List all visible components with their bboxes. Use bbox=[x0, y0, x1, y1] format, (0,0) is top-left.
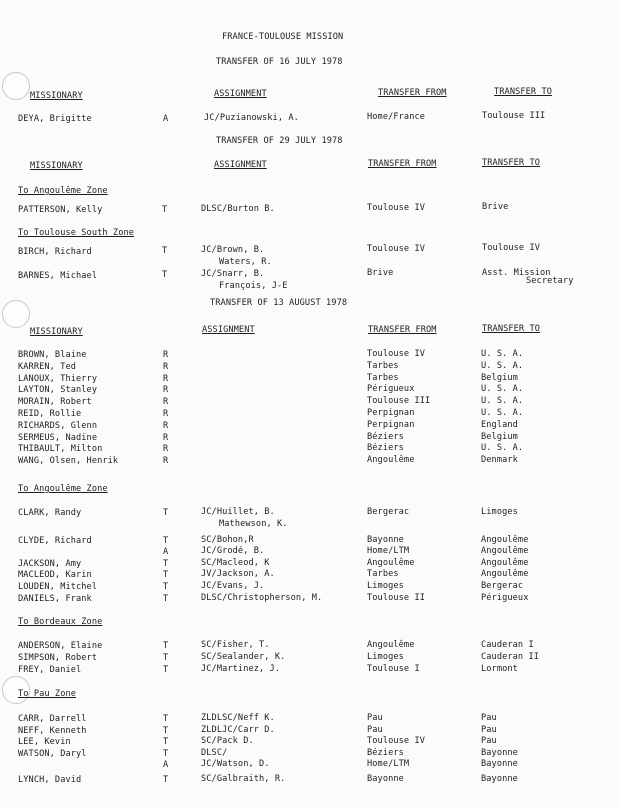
row-transfer-from: Limoges bbox=[367, 581, 404, 591]
row-name: JACKSON, Amy bbox=[18, 558, 82, 569]
row-assignment-2: Mathewson, K. bbox=[219, 519, 288, 529]
row-transfer-from: Toulouse IV bbox=[367, 244, 426, 254]
row-name: LEE, Kevin bbox=[18, 737, 71, 748]
row-name: LAYTON, Stanley bbox=[18, 385, 98, 396]
row-transfer-to: Asst. Mission bbox=[482, 268, 551, 278]
row-assignment: JC/Martinez, J. bbox=[201, 663, 281, 674]
row-code: A bbox=[163, 760, 169, 771]
row-name: MACLEOD, Karin bbox=[18, 570, 92, 581]
column-header-transfer-from: TRANSFER FROM bbox=[368, 159, 437, 169]
row-transfer-to: Belgium bbox=[481, 431, 518, 442]
row-transfer-from: Toulouse IV bbox=[367, 349, 426, 359]
row-assignment: JC/Huillet, B. bbox=[201, 507, 275, 517]
row-code: T bbox=[162, 270, 168, 280]
document-title: FRANCE-TOULOUSE MISSION bbox=[222, 32, 344, 42]
row-assignment: JC/Brown, B. bbox=[201, 245, 265, 255]
row-name: FREY, Daniel bbox=[18, 664, 82, 675]
row-name: WATSON, Daryl bbox=[18, 748, 87, 759]
row-name: BARNES, Michael bbox=[18, 271, 98, 281]
column-header-missionary: MISSIONARY bbox=[30, 161, 83, 171]
column-header-assignment: ASSIGNMENT bbox=[214, 160, 267, 170]
row-transfer-to: Limoges bbox=[481, 507, 518, 517]
row-transfer-to: Brive bbox=[482, 202, 509, 212]
column-header-transfer-to: TRANSFER TO bbox=[482, 324, 541, 334]
row-transfer-to: U. S. A. bbox=[481, 396, 524, 407]
row-name: REID, Rollie bbox=[18, 409, 82, 419]
row-transfer-to: England bbox=[481, 419, 518, 430]
section-heading-16-july: TRANSFER OF 16 JULY 1978 bbox=[216, 57, 343, 67]
row-name: NEFF, Kenneth bbox=[18, 725, 87, 736]
row-code: R bbox=[163, 350, 169, 360]
row-transfer-to: Lormont bbox=[481, 663, 518, 674]
row-transfer-from: Toulouse IV bbox=[367, 203, 426, 213]
row-code: A bbox=[163, 547, 169, 558]
row-code: T bbox=[162, 205, 168, 215]
row-transfer-to: U. S. A. bbox=[481, 443, 524, 454]
row-assignment-2: Waters, R. bbox=[219, 257, 272, 267]
row-transfer-from: Tarbes bbox=[367, 569, 399, 580]
row-transfer-from: Toulouse IV bbox=[367, 736, 426, 747]
row-transfer-from: Limoges bbox=[367, 651, 404, 662]
row-code: T bbox=[163, 737, 169, 748]
row-transfer-from: Bayonne bbox=[367, 774, 404, 784]
row-transfer-from: Béziers bbox=[367, 443, 404, 454]
row-transfer-to: Cauderan II bbox=[481, 651, 540, 662]
row-transfer-from: Toulouse II bbox=[367, 592, 426, 603]
row-assignment: JV/Jackson, A. bbox=[201, 569, 275, 580]
section-heading-29-july: TRANSFER OF 29 JULY 1978 bbox=[216, 136, 343, 146]
row-transfer-from: Toulouse I bbox=[367, 663, 420, 674]
row-name: SERMEUS, Nadine bbox=[18, 432, 98, 443]
row-assignment: JC/Watson, D. bbox=[201, 759, 270, 770]
column-header-transfer-from: TRANSFER FROM bbox=[368, 325, 437, 335]
row-code: T bbox=[163, 748, 169, 759]
row-transfer-to: Angoulême bbox=[481, 557, 529, 568]
row-code: R bbox=[163, 361, 169, 372]
row-code: A bbox=[163, 114, 169, 124]
row-assignment: SC/Galbraith, R. bbox=[201, 774, 286, 784]
row-transfer-from: Brive bbox=[367, 268, 394, 278]
row-code: T bbox=[163, 725, 169, 736]
row-transfer-from: Béziers bbox=[367, 747, 404, 758]
row-transfer-from: Béziers bbox=[367, 431, 404, 442]
row-name: LYNCH, David bbox=[18, 775, 82, 785]
row-assignment: JC/Puzianowski, A. bbox=[204, 113, 299, 123]
row-code: T bbox=[163, 652, 169, 663]
row-transfer-to: Angoulême bbox=[481, 546, 529, 557]
row-code: T bbox=[163, 664, 169, 675]
column-header-transfer-to: TRANSFER TO bbox=[482, 158, 541, 168]
row-assignment: DLSC/Christopherson, M. bbox=[201, 592, 323, 603]
row-transfer-from: Périgueux bbox=[367, 384, 415, 395]
row-transfer-to: U. S. A. bbox=[481, 360, 524, 371]
column-header-missionary: MISSIONARY bbox=[30, 327, 83, 337]
row-assignment: SC/Bohon,R bbox=[201, 534, 254, 545]
row-assignment: ZLDLJC/Carr D. bbox=[201, 724, 275, 735]
row-transfer-to: Toulouse III bbox=[482, 111, 546, 121]
row-assignment: DLSC/ bbox=[201, 747, 228, 758]
row-transfer-to: Bergerac bbox=[481, 581, 524, 591]
row-transfer-to: Périgueux bbox=[481, 592, 529, 603]
column-header-transfer-from: TRANSFER FROM bbox=[378, 88, 447, 98]
row-name: LOUDEN, Mitchel bbox=[18, 582, 98, 592]
row-transfer-to: Cauderan I bbox=[481, 640, 534, 650]
row-code: T bbox=[163, 535, 169, 546]
row-assignment: JC/Snarr, B. bbox=[201, 269, 265, 279]
row-transfer-from: Tarbes bbox=[367, 372, 399, 383]
row-name: CLARK, Randy bbox=[18, 508, 82, 518]
zone-heading-toulouse-south: To Toulouse South Zone bbox=[18, 228, 135, 238]
row-code: R bbox=[163, 456, 169, 467]
row-assignment: SC/Fisher, T. bbox=[201, 640, 270, 650]
row-transfer-from: Bayonne bbox=[367, 534, 404, 545]
row-transfer-from: Home/LTM bbox=[367, 759, 410, 770]
row-transfer-from: Tarbes bbox=[367, 360, 399, 371]
row-transfer-to: U. S. A. bbox=[481, 349, 524, 359]
row-code: R bbox=[163, 409, 169, 419]
row-assignment: SC/Macleod, K bbox=[201, 557, 270, 568]
row-name: KARREN, Ted bbox=[18, 361, 77, 372]
column-header-transfer-to: TRANSFER TO bbox=[494, 87, 553, 97]
row-transfer-from: Pau bbox=[367, 724, 383, 735]
row-transfer-from: Angoulême bbox=[367, 640, 415, 650]
row-code: T bbox=[163, 582, 169, 592]
row-transfer-from: Home/France bbox=[367, 112, 426, 122]
row-name: LANOUX, Thierry bbox=[18, 373, 98, 384]
row-transfer-from: Bergerac bbox=[367, 507, 410, 517]
column-header-assignment: ASSIGNMENT bbox=[214, 89, 267, 99]
column-header-missionary: MISSIONARY bbox=[30, 91, 83, 101]
row-name: BROWN, Blaine bbox=[18, 350, 87, 360]
row-code: T bbox=[163, 558, 169, 569]
row-transfer-to: Toulouse IV bbox=[482, 243, 541, 253]
row-name: ANDERSON, Elaine bbox=[18, 641, 103, 651]
row-code: T bbox=[163, 570, 169, 581]
row-transfer-to: Belgium bbox=[481, 372, 518, 383]
column-header-assignment: ASSIGNMENT bbox=[202, 325, 255, 335]
punch-hole-middle bbox=[2, 300, 30, 328]
row-name: BIRCH, Richard bbox=[18, 247, 92, 257]
row-transfer-from: Perpignan bbox=[367, 408, 415, 418]
row-name: WANG, Olsen, Henrik bbox=[18, 456, 119, 467]
row-transfer-to: U. S. A. bbox=[481, 408, 524, 418]
row-code: T bbox=[163, 593, 169, 604]
row-name: THIBAULT, Milton bbox=[18, 444, 103, 455]
row-assignment: ZLDLSC/Neff K. bbox=[201, 713, 275, 723]
row-assignment: SC/Sealander, K. bbox=[201, 651, 286, 662]
row-transfer-to: Angoulême bbox=[481, 569, 529, 580]
row-transfer-from: Perpignan bbox=[367, 419, 415, 430]
row-code: T bbox=[163, 714, 169, 724]
row-name: DANIELS, Frank bbox=[18, 593, 92, 604]
row-assignment: DLSC/Burton B. bbox=[201, 204, 275, 214]
row-transfer-to: Bayonne bbox=[481, 747, 518, 758]
row-transfer-to: Bayonne bbox=[481, 759, 518, 770]
punch-hole-top bbox=[2, 72, 30, 100]
zone-heading-bordeaux: To Bordeaux Zone bbox=[18, 617, 103, 627]
row-code: R bbox=[163, 373, 169, 384]
row-transfer-to: Bayonne bbox=[481, 774, 518, 784]
zone-heading-angouleme: To Angoulême Zone bbox=[18, 186, 108, 196]
row-code: R bbox=[163, 444, 169, 455]
row-name: PATTERSON, Kelly bbox=[18, 205, 103, 215]
row-name: CARR, Darrell bbox=[18, 714, 87, 724]
row-assignment-2: François, J-E bbox=[219, 281, 288, 291]
row-code: R bbox=[163, 420, 169, 431]
row-transfer-from: Home/LTM bbox=[367, 546, 410, 557]
row-assignment: JC/Evans, J. bbox=[201, 581, 265, 591]
row-name: DEYA, Brigitte bbox=[18, 114, 92, 124]
zone-heading-angouleme: To Angoulême Zone bbox=[18, 484, 108, 494]
row-code: R bbox=[163, 385, 169, 396]
row-transfer-to: Pau bbox=[481, 713, 497, 723]
row-code: T bbox=[163, 775, 169, 785]
row-name: CLYDE, Richard bbox=[18, 535, 92, 546]
row-assignment: JC/Grodé, B. bbox=[201, 546, 265, 557]
row-name: MORAIN, Robert bbox=[18, 397, 92, 408]
row-transfer-to: Pau bbox=[481, 724, 497, 735]
row-code: T bbox=[163, 508, 169, 518]
section-heading-13-august: TRANSFER OF 13 AUGUST 1978 bbox=[210, 298, 348, 308]
row-code: R bbox=[163, 397, 169, 408]
row-transfer-to-2: Secretary bbox=[526, 276, 574, 286]
row-code: T bbox=[163, 641, 169, 651]
row-code: R bbox=[163, 432, 169, 443]
row-transfer-from: Angoulême bbox=[367, 557, 415, 568]
row-transfer-to: Angoulême bbox=[481, 534, 529, 545]
row-transfer-from: Angoulême bbox=[367, 455, 415, 466]
row-transfer-from: Toulouse III bbox=[367, 396, 431, 407]
row-assignment: SC/Pack D. bbox=[201, 736, 254, 747]
row-transfer-to: U. S. A. bbox=[481, 384, 524, 395]
row-name: RICHARDS, Glenn bbox=[18, 420, 98, 431]
zone-heading-pau: To Pau Zone bbox=[18, 689, 77, 699]
row-transfer-from: Pau bbox=[367, 713, 383, 723]
row-name: SIMPSON, Robert bbox=[18, 652, 98, 663]
row-transfer-to: Denmark bbox=[481, 455, 518, 466]
row-transfer-to: Pau bbox=[481, 736, 497, 747]
row-code: T bbox=[162, 246, 168, 256]
